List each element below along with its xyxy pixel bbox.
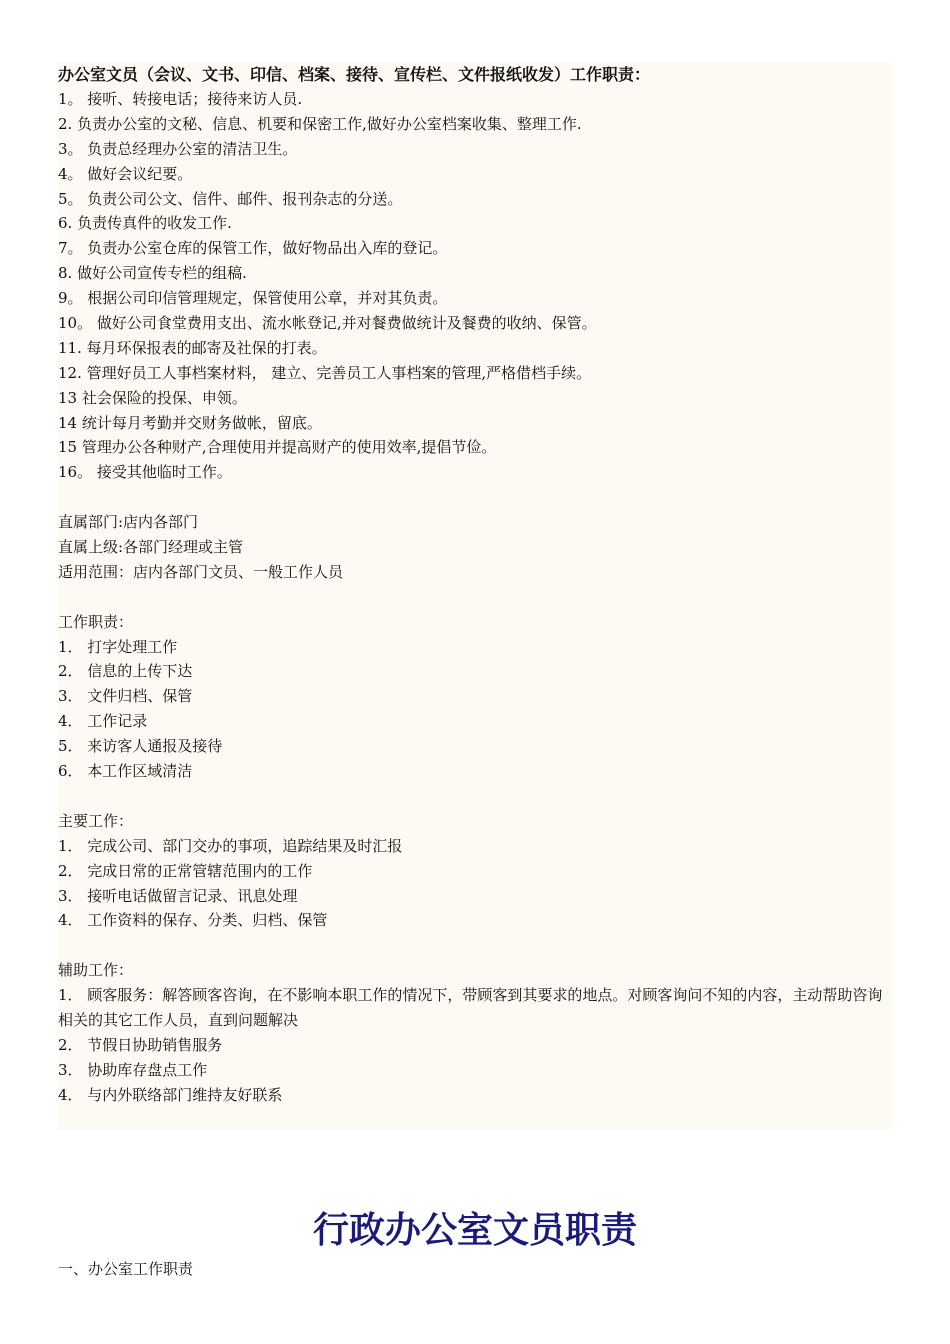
duties-heading: 办公室文员（会议、文书、印信、档案、接待、宣传栏、文件报纸收发）工作职责：: [58, 65, 651, 84]
duty-item: 1。 接听、转接电话；接待来访人员.: [58, 90, 303, 108]
spacer: [58, 933, 892, 958]
list-item: 1． 打字处理工作: [58, 637, 178, 656]
aux-work-section: [58, 958, 892, 1107]
list-item: 3． 协助库存盘点工作: [58, 1060, 208, 1079]
duty-item: 8. 做好公司宣传专栏的组稿.: [58, 264, 247, 283]
duty-item: 7。 负责办公室仓库的保管工作，做好物品出入库的登记。: [58, 239, 448, 258]
spacer: [58, 585, 892, 610]
list-item: 3． 接听电话做留言记录、讯息处理: [58, 886, 298, 905]
section-title: 主要工作：: [58, 811, 134, 830]
duty-item: 11. 每月环保报表的邮寄及社保的打表。: [58, 338, 327, 357]
info-superior: 直属上级:各部门经理或主管: [58, 538, 244, 557]
duty-item: 9。 根据公司印信管理规定，保管使用公章，并对其负责。: [58, 289, 448, 308]
list-item: 1． 顾客服务：解答顾客咨询，在不影响本职工作的情况下，带顾客到其要求的地点。对顾客询问不知的内容，主动帮助咨询相关的其它工作人员，直到问题解决: [58, 986, 883, 1029]
duty-item: 3。 负责总经理办公室的清洁卫生。: [58, 139, 298, 158]
info-department: 直属部门:店内各部门: [58, 513, 199, 532]
list-item: 3． 文件归档、保管: [58, 687, 193, 706]
duty-item: 2. 负责办公室的文秘、信息、机要和保密工作,做好办公室档案收集、整理工作.: [58, 114, 582, 133]
spacer: [58, 784, 892, 809]
duties-block: [58, 62, 892, 1130]
shaded-tail: [58, 1108, 892, 1130]
section-title: 辅助工作：: [58, 961, 134, 980]
work-duties-section: [58, 610, 892, 784]
section-heading: 一、办公室工作职责: [58, 1260, 194, 1278]
list-item: 2． 信息的上传下达: [58, 662, 193, 681]
duty-item: 16。 接受其他临时工作。: [58, 463, 232, 482]
list-item: 4． 工作记录: [58, 712, 148, 731]
list-item: 2． 节假日协助销售服务: [58, 1035, 223, 1054]
duty-item: 14 统计每月考勤并交财务做帐，留底。: [58, 413, 322, 432]
list-item: 4． 与内外联络部门维持友好联系: [58, 1085, 283, 1104]
duty-item: 15 管理办公各种财产,合理使用并提高财产的使用效率,提倡节俭。: [58, 438, 497, 457]
list-item: 2． 完成日常的正常管辖范围内的工作: [58, 861, 313, 880]
list-item: 6． 本工作区域清洁: [58, 762, 193, 781]
duty-item: 12. 管理好员工人事档案材料， 建立、完善员工人事档案的管理,严格借档手续。: [58, 363, 592, 382]
spacer: [58, 485, 892, 510]
duty-item: 13 社会保险的投保、申领。: [58, 388, 247, 407]
list-item: 4． 工作资料的保存、分类、归档、保管: [58, 911, 328, 930]
duty-item: 5。 负责公司公文、信件、邮件、报刊杂志的分送。: [58, 189, 403, 208]
main-work-section: [58, 809, 892, 933]
page-title: 行政办公室文员职责: [312, 1209, 637, 1251]
info-scope: 适用范围：店内各部门文员、一般工作人员: [58, 562, 344, 581]
duty-item: 4。 做好会议纪要。: [58, 164, 193, 183]
list-item: 5． 来访客人通报及接待: [58, 737, 223, 756]
duty-item: 10。 做好公司食堂费用支出、流水帐登记,并对餐费做统计及餐费的收纳、保管。: [58, 314, 597, 333]
list-item: 1． 完成公司、部门交办的事项，追踪结果及时汇报: [58, 836, 403, 855]
info-block: [58, 510, 892, 585]
section-title: 工作职责：: [58, 612, 134, 631]
duties-list: [58, 87, 892, 485]
duty-item: 6. 负责传真件的收发工作.: [58, 214, 232, 233]
